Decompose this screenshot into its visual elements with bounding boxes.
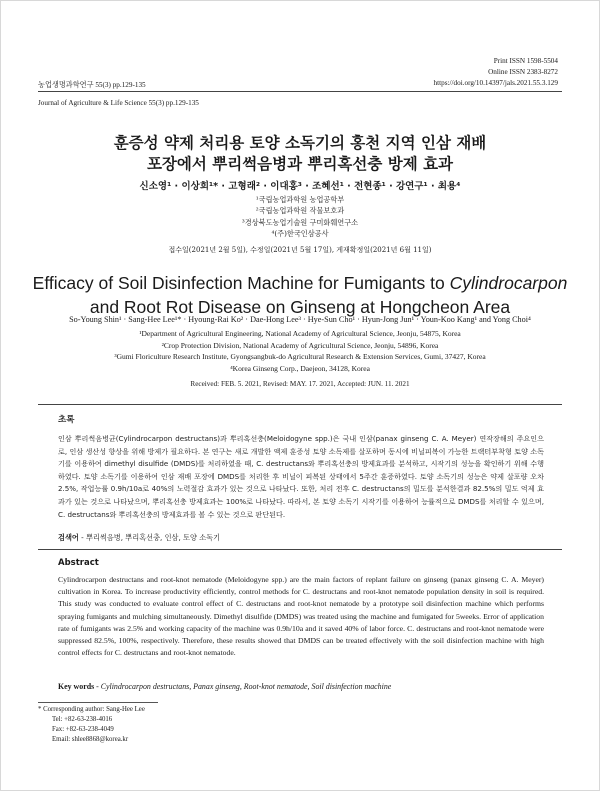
korean-title-line1: 훈증성 약제 처리용 토양 소독기의 홍천 지역 인삼 재배 xyxy=(113,134,487,152)
korean-keywords-label: 검색어 xyxy=(58,533,79,542)
english-title-line1 xyxy=(0,271,600,295)
print-issn: Print ISSN 1598-5504 xyxy=(493,57,558,65)
korean-keywords: 검색어 - 뿌리썩음병, 뿌리혹선충, 인삼, 토양 소독기 xyxy=(58,533,221,542)
header-rule xyxy=(38,91,562,92)
english-keywords-label: Key words xyxy=(58,682,95,691)
korean-abstract: 인삼 뿌리썩음병균(Cylindrocarpon destructans)과 뿌리혹선충(Meloidogyne spp.)은 국내 인삼(panax ginseng C. A. Meyer) 연작장해의 주요인으로, 인삼 생산성 향상을 위해 방제가 필요하다. 본 연구는 새로 개발한 액제 훈증성 토양 소독제를 살포하며 동시에 비닐피복이 가능한 트랙터부착형 토양 소독기를 이용하여 dimethyl disulfide (DMDS)를 처리하였을 때, C. destructans와 뿌리혹선충의 방제효과를 분석하고, 시작기의 성능을 확인하기 위해 수행하였다. 토양 소독기를 이용하여 인삼 재배 포장에 DMDS를 처리한 후 비닐이 피복된 상태에서 5주간 훈증하였다. 토양 소독기의 성능은 약제 살포량 오차 2.5%, 작업능률 0.9h/10a로 40%의 노력절감 효과가 있는 것으로 나타났다. 또한, 처리 전후 C. destructans의 밀도를 분석한결과 82.5%의 밀도 억제 효과가 있는 것으로 나타났으며, 뿌리혹선충 방제효과는 100%로 나타났다. 따라서, 본 토양 소독기 시작기를 이용하여 능률적으로 DMDS를 처리할 수 있으며, C. destructans와 뿌리혹선충의 방제효과를 볼 수 있는 것으로 판단된다. xyxy=(58,434,544,519)
english-affiliations xyxy=(0,328,600,374)
korean-title xyxy=(0,133,600,175)
english-title-text: Efficacy of Soil Disinfection Machine for Fumigants to xyxy=(32,273,450,293)
abstract-divider xyxy=(38,549,562,550)
doi-link[interactable]: https://doi.org/10.14397/jals.2021.55.3.129 xyxy=(433,79,558,87)
online-issn: Online ISSN 2383-8272 xyxy=(488,68,558,76)
korean-authors: 신소영¹ · 이상희¹* · 고형래² · 이대홍³ · 조혜선¹ · 전현종¹ · 강연구¹ · 최용⁴ xyxy=(139,181,461,192)
english-abstract-heading: Abstract xyxy=(58,558,99,568)
english-dates: Received: FEB. 5. 2021, Revised: MAY. 17. 2021, Accepted: JUN. 11. 2021 xyxy=(190,380,410,388)
english-affiliation: ⁴Korea Ginseng Corp., Daejeon, 34128, Korea xyxy=(230,363,370,373)
english-affiliation: ¹Department of Agricultural Engineering, National Academy of Agricultural Science, Jeonju, 54875, Korea xyxy=(139,329,461,338)
english-authors: So-Young Shin¹ · Sang-Hee Lee¹* · Hyoung-Rai Ko² · Dae-Hong Lee³ · Hye-Sun Cho¹ · Hyun-Jong Jun¹ · Youn-Koo Kang¹ and Yong Choi⁴ xyxy=(69,315,531,324)
corresponding-footnote xyxy=(38,705,145,745)
korean-keywords-text: 뿌리썩음병, 뿌리혹선충, 인삼, 토양 소독기 xyxy=(86,533,221,542)
korean-affiliation: ¹국립농업과학원 농업공학부 xyxy=(255,195,345,204)
english-keywords: Key words - Cylindrocarpon destructans, Panax ginseng, Root-knot nematode, Soil disinfection machine xyxy=(58,682,392,691)
korean-citation: 농업생명과학연구 55(3) pp.129-135 xyxy=(38,81,146,89)
korean-abstract-heading: 초록 xyxy=(58,415,75,425)
footnote-rule xyxy=(38,702,158,703)
journal-citation: Journal of Agriculture & Life Science 55(3) pp.129-135 xyxy=(38,99,199,107)
abstract-rule-top xyxy=(38,404,562,405)
korean-affiliation: ³경상북도농업기술원 구미화훼연구소 xyxy=(241,217,359,227)
korean-affiliations xyxy=(0,194,600,239)
footnote-email[interactable]: Email: shlee8868@korea.kr xyxy=(52,736,129,743)
korean-title-line2: 포장에서 뿌리썩음병과 뿌리혹선충 방제 효과 xyxy=(146,155,454,173)
english-abstract: Cylindrocarpon destructans and root-knot nematode (Meloidogyne spp.) are the main factors of replant failure on ginseng (panax ginseng C. A. Meyer) cultivation in Korea. To increase productivity efficiently, control methods for C. destructans and root-knot nematode population density in soil is required. This study was conducted to evaluate control effect of C. destructans and root-knot nematode by a prototype soil disinfection machine which performs spraying fumigants and mulching simultaneously. Dimethyl disulfide (DMDS) was treated using the machine and fumigated for 5weeks. Error of application rate of fumigants was 2.5% and working capacity of the machine was 0.9h/10a and it saved 40% of labor force. C. destructans and root-knot nematode were suppressed 82.5%, 100%, respectively. Therefore, these results showed that DMDS can be treated effectively with the soil disinfection machine with high control effects for C. destructans and root-knot nematode. xyxy=(58,575,544,658)
english-keywords-text: Cylindrocarpon destructans, Panax ginseng, Root-knot nematode, Soil disinfection machine xyxy=(100,682,392,691)
korean-affiliation: ⁴(주)한국인삼공사 xyxy=(271,228,329,238)
english-title xyxy=(0,271,600,319)
english-affiliation: ²Crop Protection Division, National Academy of Agricultural Science, Jeonju, 54896, Korea xyxy=(161,340,439,350)
english-title-line2: and Root Rot Disease on Ginseng at Hongcheon Area xyxy=(89,297,511,317)
english-title-italic: Cylindrocarpon xyxy=(449,273,568,293)
korean-affiliation: ²국립농업과학원 작물보호과 xyxy=(255,206,345,216)
footnote-tel: Tel: +82-63-238-4016 xyxy=(52,716,113,723)
corresponding-author: * Corresponding author: Sang-Hee Lee xyxy=(38,706,145,713)
korean-dates: 접수일(2021년 2월 5일), 수정일(2021년 5월 17일), 게재확정일(2021년 6월 11일) xyxy=(168,246,432,254)
issn-block xyxy=(434,56,558,89)
footnote-fax: Fax: +82-63-238-4049 xyxy=(52,726,114,733)
english-affiliation: ³Gumi Floriculture Research Institute, Gyongsangbuk-do Agricultural Research & Extension Services, Gumi, 37427, Korea xyxy=(114,352,486,362)
